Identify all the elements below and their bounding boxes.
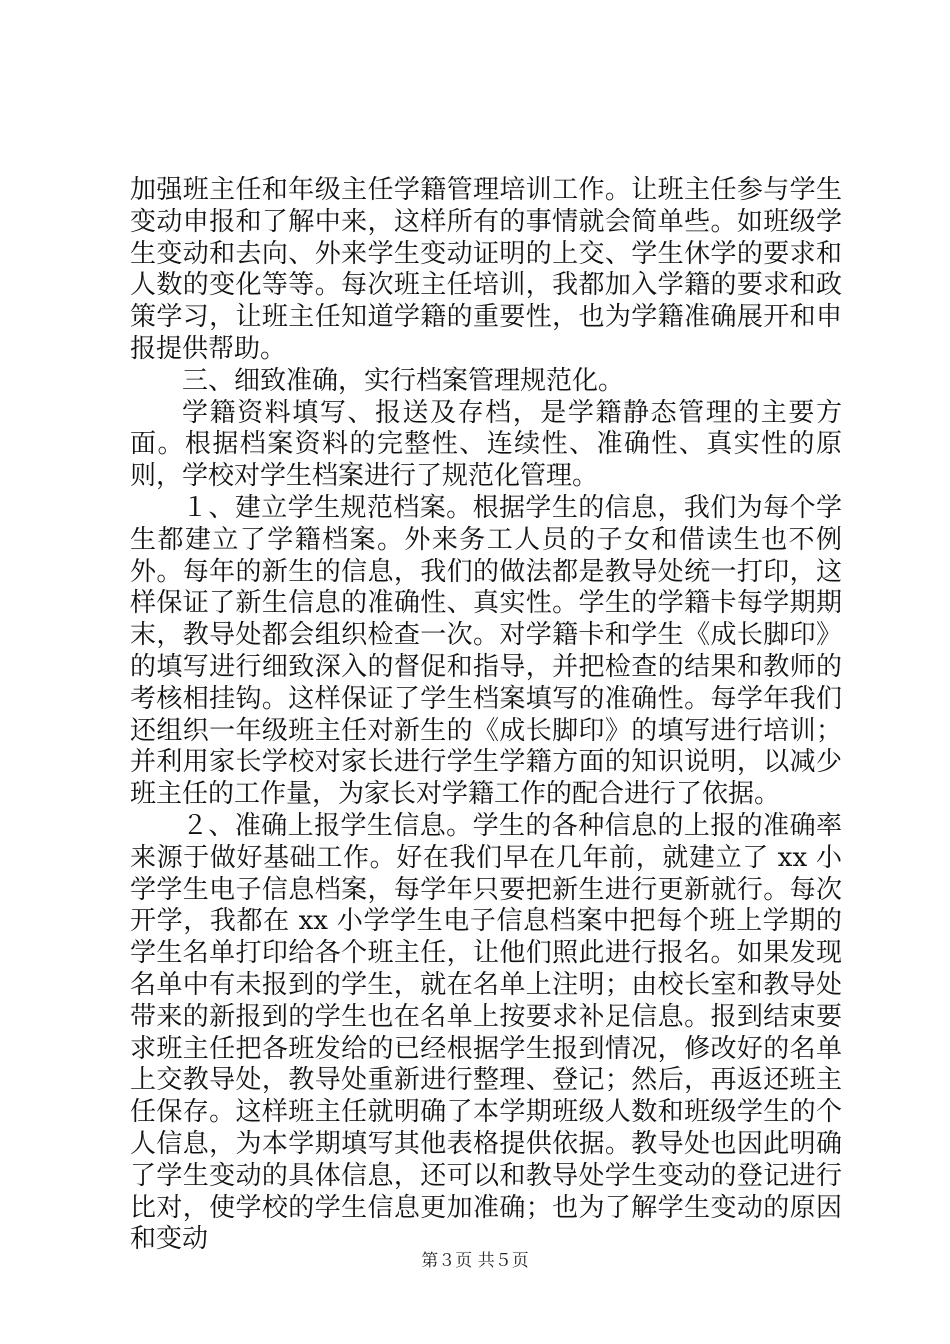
page-number-footer: 第３页 共５页 [421,1251,529,1271]
paragraph-item-2: ２、准确上报学生信息。学生的各种信息的上报的准确率来源于做好基础工作。好在我们早在几年前，就建立了 xx 小学学生电子信息档案，每学年只要把新生进行更新就行。每次开学，我都在 xx 小学学生电子信息档案中把每个班上学期的学生名单打印给各个班主任，让他们照此进行报名。如果发现名单中有未报到的学生，就在名单上注明；由校长室和教导处带来的新报到的学生也在名单上按要求补足信息。报到结束要求班主任把各班发给的已经根据学生报到情况，修改好的名单上交教导处，教导处重新进行整理、登记；然后，再返还班主任保存。这样班主任就明确了本学期班级人数和班级学生的个人信息，为本学期填写其他表格提供依据。教导处也因此明确了学生变动的具体信息，还可以和教导处学生变动的登记进行比对，使学校的学生信息更加准确；也为了解学生变动的原因和变动 [130,810,842,1255]
document-body [130,175,842,1256]
paragraph-archive-intro: 学籍资料填写、报送及存档，是学籍静态管理的主要方面。根据档案资料的完整性、连续性、准确性、真实性的原则，学校对学生档案进行了规范化管理。 [130,397,842,492]
paragraph-item-1: １、建立学生规范档案。根据学生的信息，我们为每个学生都建立了学籍档案。外来务工人员的子女和借读生也不例外。每年的新生的信息，我们的做法都是教导处统一打印，这样保证了新生信息的准确性、真实性。学生的学籍卡每学期期末，教导处都会组织检查一次。对学籍卡和学生《成长脚印》的填写进行细致深入的督促和指导，并把检查的结果和教师的考核相挂钩。这样保证了学生档案填写的准确性。每学年我们还组织一年级班主任对新生的《成长脚印》的填写进行培训；并利用家长学校对家长进行学生学籍方面的知识说明，以减少班主任的工作量，为家长对学籍工作的配合进行了依据。 [130,492,842,810]
paragraph-training: 加强班主任和年级主任学籍管理培训工作。让班主任参与学生变动申报和了解中来，这样所有的事情就会简单些。如班级学生变动和去向、外来学生变动证明的上交、学生休学的要求和人数的变化等等。每次班主任培训，我都加入学籍的要求和政策学习，让班主任知道学籍的重要性，也为学籍准确展开和申报提供帮助。 [130,175,842,364]
section-heading-archive: 三、细致准确，实行档案管理规范化。 [182,365,625,396]
